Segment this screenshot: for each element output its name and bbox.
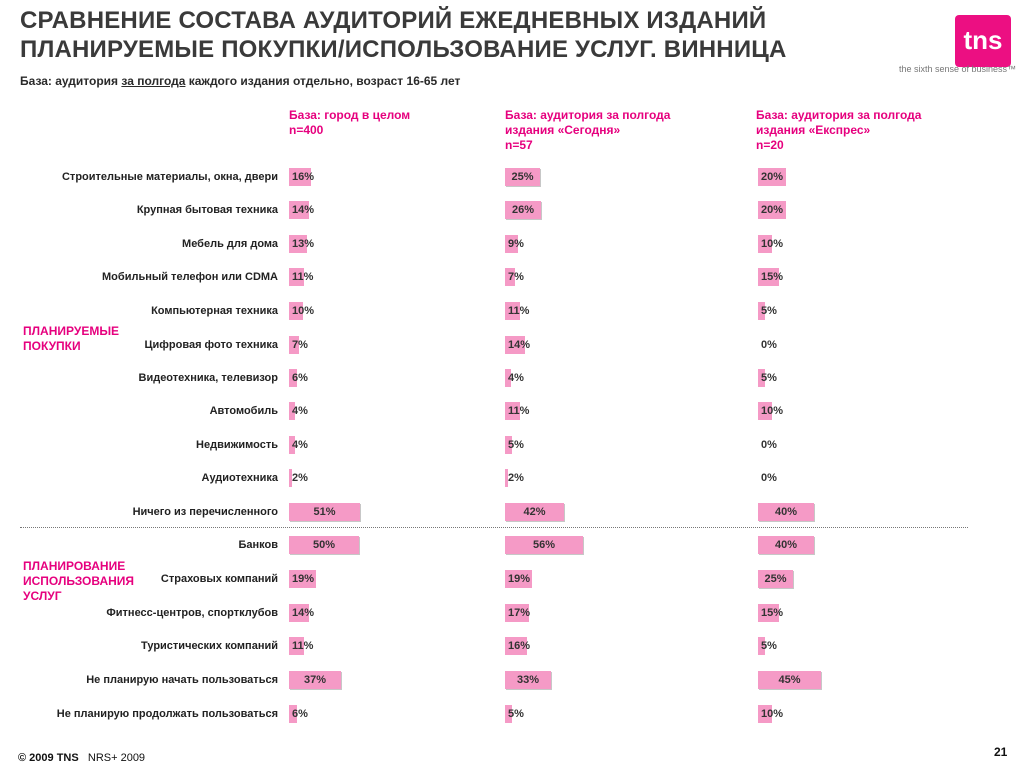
bar-value-label: 33% [516, 674, 540, 686]
bar-value-label: 16% [292, 171, 315, 183]
base-description [20, 74, 460, 88]
bar-value-label: 14% [292, 607, 315, 619]
title-line-2: ПЛАНИРУЕМЫЕ ПОКУПКИ/ИСПОЛЬЗОВАНИЕ УСЛУГ. ВИННИЦА [20, 36, 787, 63]
column-header-line: База: аудитория за полгода [505, 108, 671, 122]
bar-value-label: 9% [508, 238, 524, 250]
bar-value-label: 2% [508, 472, 524, 484]
bar-value-label: 11% [292, 640, 314, 652]
tns-logo: tns [955, 15, 1011, 67]
bar-value-label: 15% [761, 271, 784, 283]
bar-value-label: 25% [764, 573, 787, 585]
copyright: © 2009 TNS [18, 752, 79, 764]
bar-value-label: 0% [761, 472, 777, 484]
row-label: Аудиотехника [201, 472, 278, 484]
column-header-line: издания «Експрес» [756, 123, 871, 137]
bar-value-label: 10% [761, 405, 784, 417]
row-label: Компьютерная техника [151, 305, 278, 317]
row-label: Автомобиль [209, 405, 278, 417]
source-note: NRS+ 2009 [87, 752, 146, 764]
bar-value-label: 51% [313, 506, 336, 518]
bar-value-label: 50% [312, 539, 336, 551]
bar-value-label: 7% [292, 339, 308, 351]
bar-value-label: 20% [761, 171, 784, 183]
bar-value-label: 45% [778, 674, 801, 686]
page-title [20, 6, 787, 64]
bar-value-label: 0% [761, 439, 777, 451]
row-label: Строительные материалы, окна, двери [61, 171, 278, 183]
bar-value-label: 25% [511, 171, 534, 183]
bar-value-label: 4% [292, 439, 308, 451]
row-label: Мебель для дома [182, 238, 278, 250]
bar-value-label: 13% [292, 238, 315, 250]
column-header-line: База: город в целом [289, 108, 411, 122]
bar-value-label: 7% [508, 271, 524, 283]
base-suffix: каждого издания отдельно, возраст 16-65 лет [185, 74, 461, 88]
bar-value-label: 40% [774, 539, 798, 551]
bar-value-label: 17% [508, 607, 531, 619]
bar-value-label: 0% [761, 339, 777, 351]
row-label: Мобильный телефон или CDMA [102, 271, 278, 283]
row-label: Не планирую продолжать пользоваться [56, 708, 278, 720]
bar-value-label: 10% [761, 708, 784, 720]
title-line-1: СРАВНЕНИЕ СОСТАВА АУДИТОРИЙ ЕЖЕДНЕВНЫХ ИЗДАНИЙ [20, 7, 767, 34]
bar-value-label: 4% [508, 372, 524, 384]
bar-value-label: 19% [292, 573, 315, 585]
bar-value-label: 10% [292, 305, 315, 317]
bar-value-label: 14% [508, 339, 531, 351]
bar-value-label: 5% [508, 439, 524, 451]
bar-value-label: 20% [761, 204, 784, 216]
section-divider [20, 527, 968, 528]
group-label-purchases: ПЛАНИРУЕМЫЕ ПОКУПКИ [23, 324, 120, 353]
row-label: Банков [238, 539, 278, 551]
bar-value-label: 56% [532, 539, 556, 551]
row-label: Не планирую начать пользоваться [86, 674, 278, 686]
logo-tagline: the sixth sense of business™ [898, 64, 1016, 74]
row-label: Крупная бытовая техника [136, 204, 278, 216]
bar-value-label: 5% [761, 305, 777, 317]
page-number: 21 [994, 745, 1008, 759]
base-underlined: за полгода [121, 74, 186, 88]
bar-value-label: 14% [292, 204, 315, 216]
column-header-ekspres [756, 108, 921, 153]
row-label: Фитнесс-центров, спортклубов [106, 607, 278, 619]
column-header-city [289, 108, 410, 138]
bar-value-label: 5% [508, 708, 524, 720]
bar-value-label: 6% [292, 708, 308, 720]
footer [18, 752, 145, 764]
bar-value-label: 11% [508, 405, 530, 417]
bar-value-label: 4% [292, 405, 308, 417]
bar-value-label: 15% [761, 607, 784, 619]
column-header-line: База: аудитория за полгода [756, 108, 922, 122]
bar-value-label: 26% [511, 204, 535, 216]
row-label: Ничего из перечисленного [132, 506, 278, 518]
column-header-line: n=400 [289, 123, 324, 137]
bar-value-label: 40% [774, 506, 798, 518]
bar-value-label: 19% [508, 573, 531, 585]
column-header-line: n=20 [756, 138, 784, 152]
group-label-services: ПЛАНИРОВАНИЕ ИСПОЛЬЗОВАНИЯ УСЛУГ [23, 559, 135, 603]
column-header-line: издания «Сегодня» [505, 123, 621, 137]
base-prefix: База: аудитория [20, 74, 122, 88]
row-label: Страховых компаний [160, 573, 278, 585]
bar-value-label: 11% [508, 305, 530, 317]
row-label: Недвижимость [196, 439, 278, 451]
bar-value-label: 16% [508, 640, 531, 652]
column-header-line: n=57 [505, 138, 533, 152]
bar-value-label: 11% [292, 271, 314, 283]
bar-value-label: 6% [292, 372, 308, 384]
column-header-segodnya [505, 108, 670, 153]
row-label: Цифровая фото техника [144, 339, 278, 351]
bar-value-label: 5% [761, 372, 777, 384]
bar-value-label: 2% [292, 472, 308, 484]
bar-value-label: 10% [761, 238, 784, 250]
bar-value-label: 5% [761, 640, 777, 652]
bar-value-label: 37% [303, 674, 327, 686]
bar-value-label: 42% [523, 506, 546, 518]
row-label: Видеотехника, телевизор [138, 372, 278, 384]
row-label: Туристических компаний [141, 640, 278, 652]
